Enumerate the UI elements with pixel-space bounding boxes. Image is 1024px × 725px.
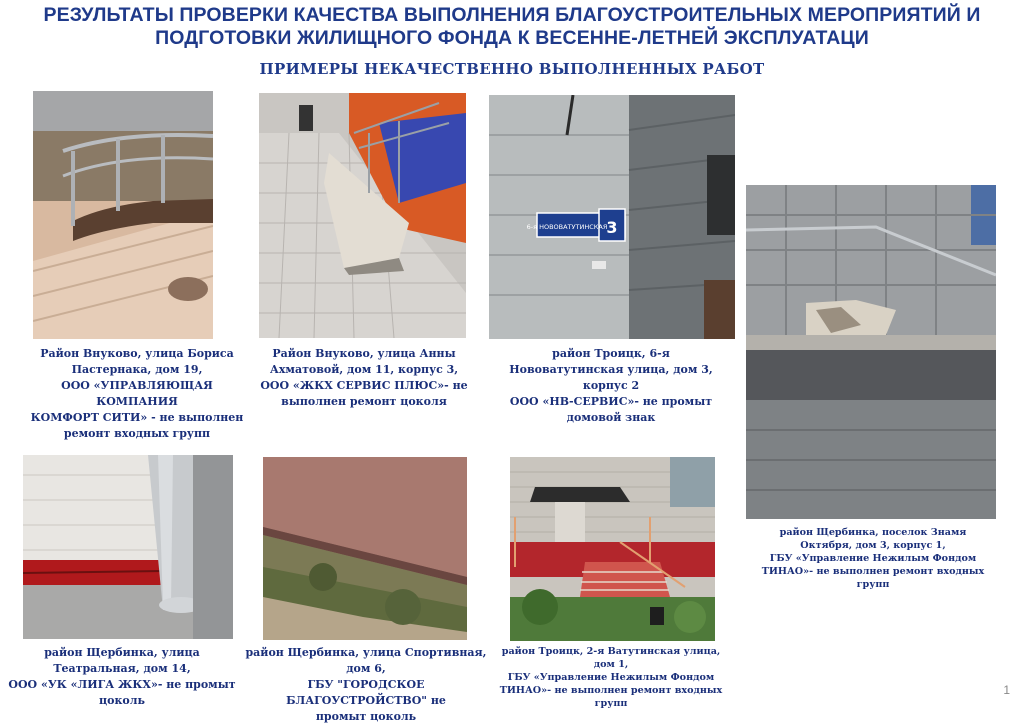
photo-vnukovo-akhmatovoy bbox=[259, 93, 466, 338]
street-sign-number: 3 bbox=[606, 218, 618, 237]
photo-shcherbinka-teatralnaya bbox=[23, 455, 233, 639]
page-subtitle: ПРИМЕРЫ НЕКАЧЕСТВЕННО ВЫПОЛНЕННЫХ РАБОТ bbox=[259, 60, 765, 78]
caption-troitsk-novovatutinskaya: район Троицк, 6-я Нововатутинская улица, дом 3, корпус 2 ООО «НВ-СЕРВИС»- не промыт домовой знак bbox=[509, 347, 713, 424]
photo-troitsk-vatutinskaya bbox=[510, 457, 715, 641]
caption-troitsk-vatutinskaya: район Троицк, 2-я Ватутинская улица, дом 1, ГБУ «Управление Нежилым Фондом ТИНАО»- не выполнен ремонт входных групп bbox=[499, 646, 723, 709]
caption-shcherbinka-teatralnaya: район Щербинка, улица Театральная, дом 14, ООО «УК «ЛИГА ЖКХ»- не промыт цоколь bbox=[8, 646, 236, 707]
page-title: РЕЗУЛЬТАТЫ ПРОВЕРКИ КАЧЕСТВА ВЫПОЛНЕНИЯ БЛАГОУСТРОИТЕЛЬНЫХ МЕРОПРИЯТИЙ И ПОДГОТОВКИ ЖИЛИЩНОГО ФОНДА К ВЕСЕННЕ-ЛЕТНЕЙ ЭКСПЛУАТАЦИ bbox=[43, 4, 981, 49]
caption-vnukovo-akhmatovoy: Район Внуково, улица Анны Ахматовой, дом 11, корпус 3, ООО «ЖКХ СЕРВИС ПЛЮС»- не выполнен ремонт цоколя bbox=[260, 347, 468, 408]
caption-vnukovo-pasternaka: Район Внуково, улица Бориса Пастернака, дом 19, ООО «УПРАВЛЯЮЩАЯ КОМПАНИЯ КОМФОРТ СИТИ» - не выполнен ремонт входных групп bbox=[30, 347, 244, 440]
photo-vnukovo-pasternaka bbox=[33, 91, 213, 339]
photo-shcherbinka-znamya-oktyabrya bbox=[746, 185, 996, 519]
street-sign-text: 6-я НОВОВАТУТИНСКАЯ bbox=[526, 223, 608, 231]
photo-troitsk-novovatutinskaya bbox=[489, 95, 735, 339]
caption-shcherbinka-sportivnaya: район Щербинка, улица Спортивная, дом 6, ГБУ "ГОРОДСКОЕ БЛАГОУСТРОЙСТВО" не промыт цоколь bbox=[245, 646, 487, 723]
photo-shcherbinka-sportivnaya bbox=[263, 457, 467, 640]
page-number: 1 bbox=[1003, 683, 1010, 697]
caption-shcherbinka-znamya-oktyabrya: район Щербинка, поселок Знамя Октября, дом 3, корпус 1, ГБУ «Управление Нежилым Фондом ТИНАО»- не выполнен ремонт входных групп bbox=[761, 527, 985, 590]
